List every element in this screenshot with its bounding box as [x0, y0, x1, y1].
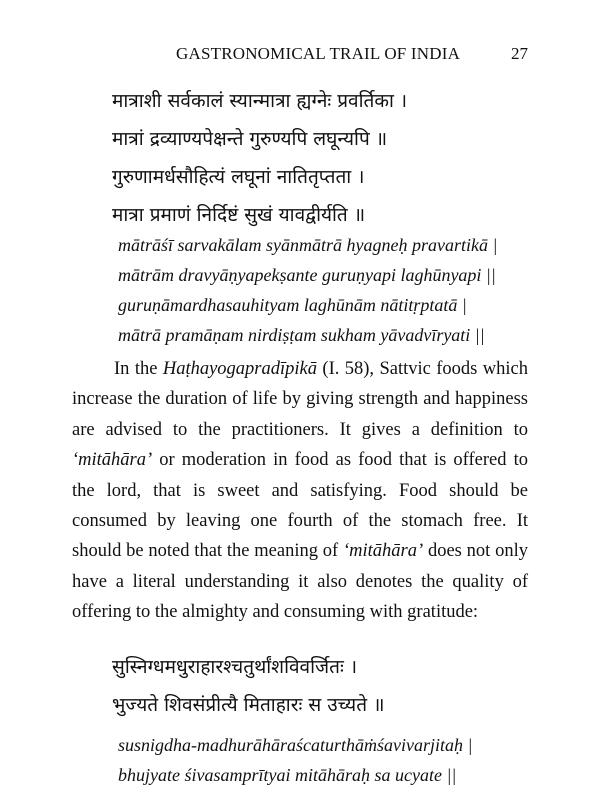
- body-paragraph: [72, 354, 528, 628]
- verse-line: मात्राशी सर्वकालं स्यान्मात्रा ह्यग्नेः प्रवर्तिका ।: [112, 90, 408, 112]
- verse-line: मात्रां द्रव्याण्यपेक्षन्ते गुरुण्यपि लघून्यपि ॥: [112, 128, 388, 150]
- paragraph-text: In the: [114, 359, 163, 379]
- verse-1-transliteration: [118, 230, 538, 350]
- transliteration-line: guruṇāmardhasauhityam laghūnām nātitṛptatā |: [118, 295, 467, 315]
- verse-1-devanagari: [112, 82, 542, 234]
- transliteration-line: mātrām dravyāṇyapekṣante guruṇyapi laghūnyapi ||: [118, 265, 496, 285]
- transliteration-line: mātrā pramāṇam nirdiṣṭam sukham yāvadvīryati ||: [118, 325, 485, 345]
- paragraph-text: or moderation in food as food that is offered to the lord, that is sweet and satisfying. Food should be consumed by leaving one fourth of the stomach free. It should be noted that the meaning of: [72, 450, 528, 562]
- transliteration-line: bhujyate śivasamprītyai mitāhāraḥ sa ucyate ||: [118, 765, 457, 785]
- page-number: 27: [511, 44, 528, 63]
- paragraph-text: does not only have a literal understanding it also denotes the quality of offering to the almighty and consuming with gratitude:: [72, 541, 528, 623]
- paragraph-text: (I. 58), Sattvic foods which increase the duration of life by giving strength and happiness are advised to the practitioners. It gives a definition to: [72, 359, 528, 440]
- transliteration-line: susnigdha-madhurāhāraścaturthāṁśavivarjitaḥ |: [118, 735, 473, 755]
- verse-line: भुज्यते शिवसंप्रीत्यै मिताहारः स उच्यते ॥: [112, 694, 385, 716]
- transliteration-line: mātrāśī sarvakālam syānmātrā hyagneḥ pravartikā |: [118, 235, 498, 255]
- verse-2-devanagari: [112, 648, 542, 724]
- term-mitahara: ‘mitāhāra’: [342, 541, 424, 562]
- source-title: Haṭhayogapradīpikā: [162, 359, 317, 379]
- running-title: GASTRONOMICAL TRAIL OF INDIA: [176, 44, 461, 63]
- verse-2-transliteration: [118, 730, 538, 790]
- verse-line: सुस्निग्धमधुराहारश्चतुर्थांशविवर्जितः ।: [112, 656, 358, 678]
- verse-line: मात्रा प्रमाणं निर्दिष्टं सुखं यावद्वीर्यति ॥: [112, 204, 366, 226]
- verse-line: गुरुणामर्धसौहित्यं लघूनां नातितृप्तता ।: [112, 166, 365, 188]
- running-head: [0, 44, 600, 74]
- term-mitahara: ‘mitāhāra’: [72, 450, 153, 471]
